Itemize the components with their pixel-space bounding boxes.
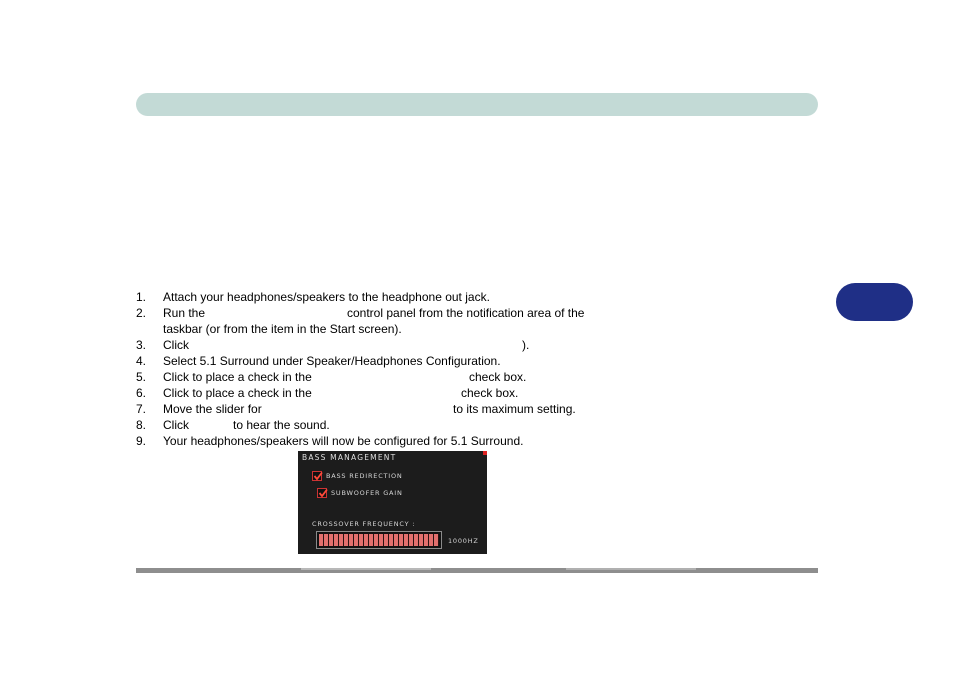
step-text-cont: check box. — [469, 370, 527, 384]
step-4 — [136, 353, 696, 369]
step-7 — [136, 401, 696, 417]
step-number: 3. — [136, 338, 147, 352]
step-text: Click — [163, 338, 189, 352]
step-3 — [136, 337, 696, 353]
bass-management-panel — [298, 451, 487, 554]
step-number: 7. — [136, 402, 147, 416]
step-text: Select 5.1 Surround under Speaker/Headphones Configuration. — [163, 354, 501, 368]
step-text: Attach your headphones/speakers to the headphone out jack. — [163, 290, 490, 304]
footer-rule-highlight — [566, 568, 696, 570]
step-text-cont: to hear the sound. — [233, 418, 330, 432]
step-9 — [136, 433, 696, 449]
step-number: 6. — [136, 386, 147, 400]
step-1 — [136, 289, 696, 305]
step-number: 8. — [136, 418, 147, 432]
checkmark-icon — [313, 471, 323, 481]
subwoofer-gain-label: SUBWOOFER GAIN — [331, 489, 403, 497]
subwoofer-gain-checkbox[interactable] — [317, 488, 327, 498]
step-number: 9. — [136, 434, 147, 448]
step-text-cont: ). — [522, 338, 530, 352]
step-2 — [136, 305, 696, 337]
footer-rule-highlight — [301, 568, 431, 570]
step-text-cont: control panel from the notification area of the — [347, 306, 585, 320]
panel-corner-mark — [483, 451, 487, 455]
step-8 — [136, 417, 696, 433]
step-number: 2. — [136, 306, 147, 320]
crossover-frequency-slider[interactable] — [316, 531, 442, 549]
step-number: 5. — [136, 370, 147, 384]
bass-redirection-label: BASS REDIRECTION — [326, 472, 403, 480]
step-text: Click to place a check in the — [163, 386, 312, 400]
instruction-steps — [136, 289, 696, 449]
step-text-line2: taskbar (or from the item in the Start screen). — [163, 322, 402, 336]
bass-redirection-checkbox[interactable] — [312, 471, 322, 481]
step-number: 1. — [136, 290, 147, 304]
step-6 — [136, 385, 696, 401]
step-text: Your headphones/speakers will now be configured for 5.1 Surround. — [163, 434, 524, 448]
step-text: Click to place a check in the — [163, 370, 312, 384]
step-number: 4. — [136, 354, 147, 368]
step-text: Run the — [163, 306, 206, 320]
step-5 — [136, 369, 696, 385]
page-header-bar — [136, 93, 818, 116]
step-text: Move the slider for — [163, 402, 262, 416]
footer-rule — [136, 568, 818, 573]
crossover-frequency-label: CROSSOVER FREQUENCY : — [312, 520, 416, 528]
step-text-cont: check box. — [461, 386, 519, 400]
crossover-frequency-value: 1000HZ — [448, 537, 479, 545]
chapter-tab — [836, 283, 913, 321]
slider-fill — [319, 534, 439, 546]
step-text: Click — [163, 418, 189, 432]
step-text-cont: to its maximum setting. — [453, 402, 576, 416]
checkmark-icon — [318, 488, 328, 498]
panel-title: BASS MANAGEMENT — [302, 453, 397, 462]
